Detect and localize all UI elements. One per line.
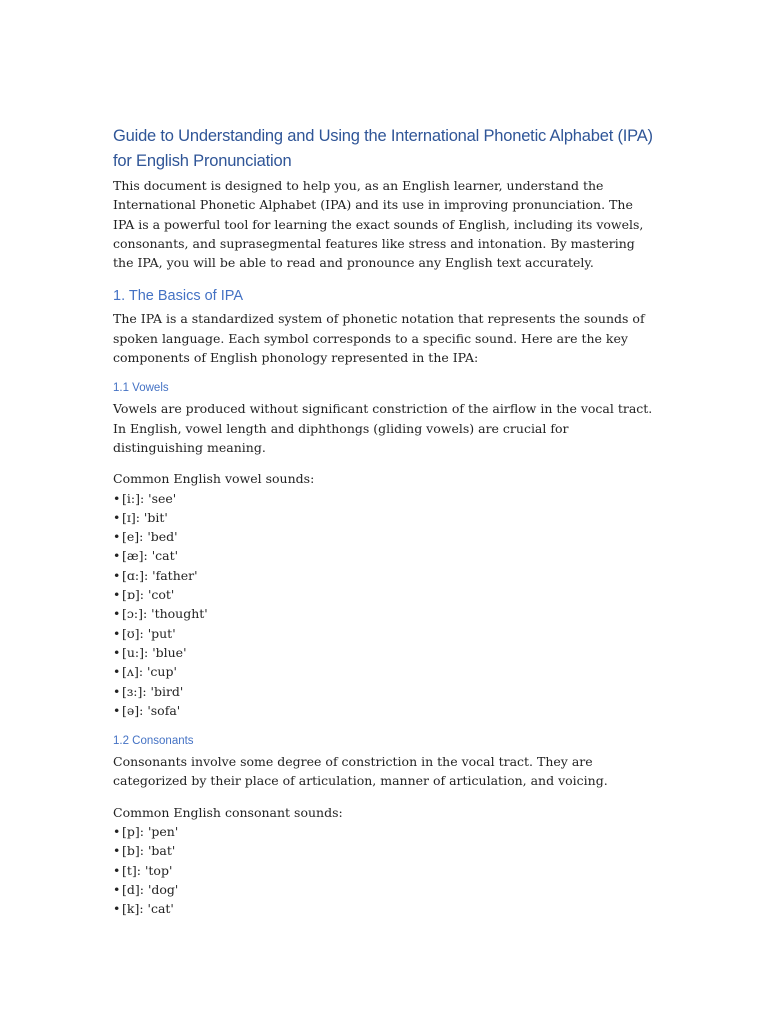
bullet-icon: •	[113, 683, 121, 699]
bullet-icon: •	[113, 824, 121, 840]
subsection-heading-vowels: 1.1 Vowels	[113, 382, 169, 395]
list-item-text: [d]: 'dog'	[122, 881, 179, 897]
consonants-list-intro: Common English consonant sounds:	[113, 804, 343, 820]
list-item	[113, 546, 658, 565]
list-item-text: [u:]: 'blue'	[122, 644, 187, 660]
list-item	[113, 566, 658, 585]
document-title: Guide to Understanding and Using the International Phonetic Alphabet (IPA) for English Pronunciation	[113, 127, 653, 170]
bullet-icon: •	[113, 567, 121, 583]
bullet-icon: •	[113, 901, 121, 917]
list-item	[113, 508, 658, 527]
list-item	[113, 643, 658, 662]
list-item	[113, 682, 658, 701]
list-item-text: [ʌ]: 'cup'	[122, 664, 177, 680]
list-item	[113, 841, 658, 860]
list-item-text: [ɜ:]: 'bird'	[122, 683, 184, 699]
consonant-list	[113, 822, 658, 918]
bullet-icon: •	[113, 509, 121, 525]
list-item-text: [i:]: 'see'	[122, 490, 177, 506]
list-item-text: [ɪ]: 'bit'	[122, 509, 168, 525]
document-page	[113, 124, 658, 919]
list-item	[113, 489, 658, 508]
vowel-list	[113, 489, 658, 721]
list-item-text: [ʊ]: 'put'	[122, 625, 176, 641]
list-item-text: [ə]: 'sofa'	[122, 702, 181, 718]
list-item	[113, 527, 658, 546]
intro-paragraph: This document is designed to help you, as an English learner, understand the International Phonetic Alphabet (IPA) and its use in improving pronunciation. The IPA is a powerful tool for learning the exact sounds of English, including its vowels, consonants, and suprasegmental features like stress and intonation. By mastering the IPA, you will be able to read and pronounce any English text accurately.	[113, 178, 644, 271]
vowels-paragraph: Vowels are produced without significant constriction of the airflow in the vocal tract. In English, vowel length and diphthongs (gliding vowels) are crucial for distinguishing meaning.	[113, 401, 653, 455]
list-item	[113, 899, 658, 918]
section-heading-basics: 1. The Basics of IPA	[113, 288, 244, 305]
list-item	[113, 662, 658, 681]
list-item-text: [æ]: 'cat'	[122, 548, 179, 564]
vowels-list-intro: Common English vowel sounds:	[113, 471, 315, 487]
list-item-text: [b]: 'bat'	[122, 843, 176, 859]
list-item-text: [ɒ]: 'cot'	[122, 587, 175, 603]
list-item-text: [t]: 'top'	[122, 862, 173, 878]
bullet-icon: •	[113, 490, 121, 506]
bullet-icon: •	[113, 548, 121, 564]
consonants-paragraph: Consonants involve some degree of constriction in the vocal tract. They are categorized by their place of articulation, manner of articulation, and voicing.	[113, 754, 608, 789]
list-item	[113, 604, 658, 623]
list-item-text: [e]: 'bed'	[122, 529, 178, 545]
list-item	[113, 822, 658, 841]
bullet-icon: •	[113, 843, 121, 859]
bullet-icon: •	[113, 587, 121, 603]
subsection-heading-consonants: 1.2 Consonants	[113, 735, 194, 748]
bullet-icon: •	[113, 702, 121, 718]
list-item	[113, 701, 658, 720]
bullet-icon: •	[113, 625, 121, 641]
list-item	[113, 585, 658, 604]
list-item-text: [ɔ:]: 'thought'	[122, 606, 208, 622]
basics-paragraph: The IPA is a standardized system of phonetic notation that represents the sounds of spoken language. Each symbol corresponds to a specific sound. Here are the key components of English phonology represented in the IPA:	[113, 311, 645, 366]
bullet-icon: •	[113, 881, 121, 897]
bullet-icon: •	[113, 606, 121, 622]
list-item	[113, 861, 658, 880]
list-item	[113, 624, 658, 643]
bullet-icon: •	[113, 862, 121, 878]
list-item	[113, 880, 658, 899]
list-item-text: [ɑ:]: 'father'	[122, 567, 198, 583]
bullet-icon: •	[113, 529, 121, 545]
list-item-text: [p]: 'pen'	[122, 824, 179, 840]
list-item-text: [k]: 'cat'	[122, 901, 174, 917]
bullet-icon: •	[113, 644, 121, 660]
bullet-icon: •	[113, 664, 121, 680]
